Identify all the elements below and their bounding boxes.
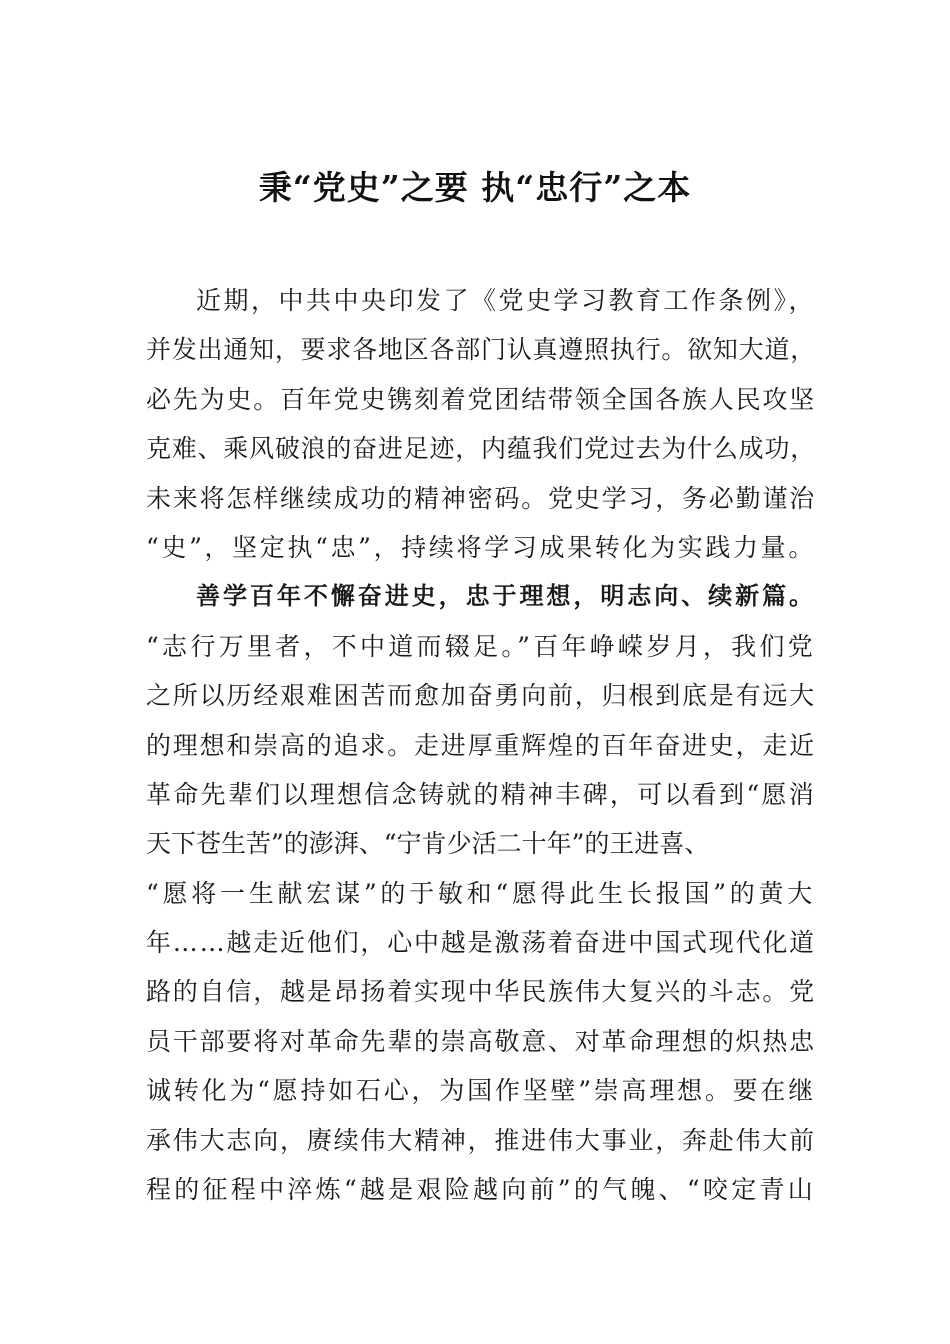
- paragraph-1-line-5: 未来将怎样继续成功的精神密码。党史学习，务必勤谨治: [146, 483, 816, 513]
- paragraph-2-line-2: 之所以历经艰难困苦而愈加奋勇向前，归根到底是有远大: [146, 681, 816, 711]
- paragraph-2-line-12: 程的征程中淬炼“越是艰险越向前”的气魄、“咬定青山: [146, 1175, 816, 1205]
- paragraph-2-line-7: 年……越走近他们，心中越是激荡着奋进中国式现代化道: [146, 928, 816, 958]
- section-heading: 善学百年不懈奋进史，忠于理想，明志向、续新篇。: [196, 582, 816, 611]
- paragraph-1-line-3: 必先为史。百年党史镌刻着党团结带领全国各族人民攻坚: [146, 384, 816, 414]
- paragraph-2-line-9: 员干部要将对革命先辈的崇高敬意、对革命理想的炽热忠: [146, 1026, 816, 1056]
- paragraph-2-line-11: 承伟大志向，赓续伟大精神，推进伟大事业，奔赴伟大前: [146, 1125, 816, 1155]
- document-title: 秉“党史”之要 执“忠行”之本: [258, 168, 692, 207]
- paragraph-1-line-4: 克难、乘风破浪的奋进足迹，内蕴我们党过去为什么成功，: [146, 434, 816, 464]
- paragraph-2-line-4: 革命先辈们以理想信念铸就的精神丰碑，可以看到“愿消: [146, 779, 816, 809]
- paragraph-1-line-1: 近期，中共中央印发了《党史学习教育工作条例》，: [196, 286, 816, 315]
- paragraph-2-line-10: 诚转化为“愿持如石心，为国作坚壁”崇高理想。要在继: [146, 1076, 816, 1106]
- paragraph-1-line-6: “史”，坚定执“忠”，持续将学习成果转化为实践力量。: [146, 532, 816, 562]
- paragraph-2-line-1: “志行万里者，不中道而辍足。”百年峥嵘岁月，我们党: [146, 631, 816, 661]
- paragraph-1-line-2: 并发出通知，要求各地区各部门认真遵照执行。欲知大道，: [146, 335, 816, 365]
- document-body: [146, 276, 816, 1214]
- paragraph-2-line-6: “愿将一生献宏谋”的于敏和“愿得此生长报国”的黄大: [146, 878, 816, 908]
- paragraph-2-line-8: 路的自信，越是昂扬着实现中华民族伟大复兴的斗志。党: [146, 977, 816, 1007]
- paragraph-2-line-3: 的理想和崇高的追求。走进厚重辉煌的百年奋进史，走近: [146, 730, 816, 760]
- paragraph-2-line-5: 天下苍生苦”的澎湃、“宁肯少活二十年”的王进喜、: [146, 829, 710, 859]
